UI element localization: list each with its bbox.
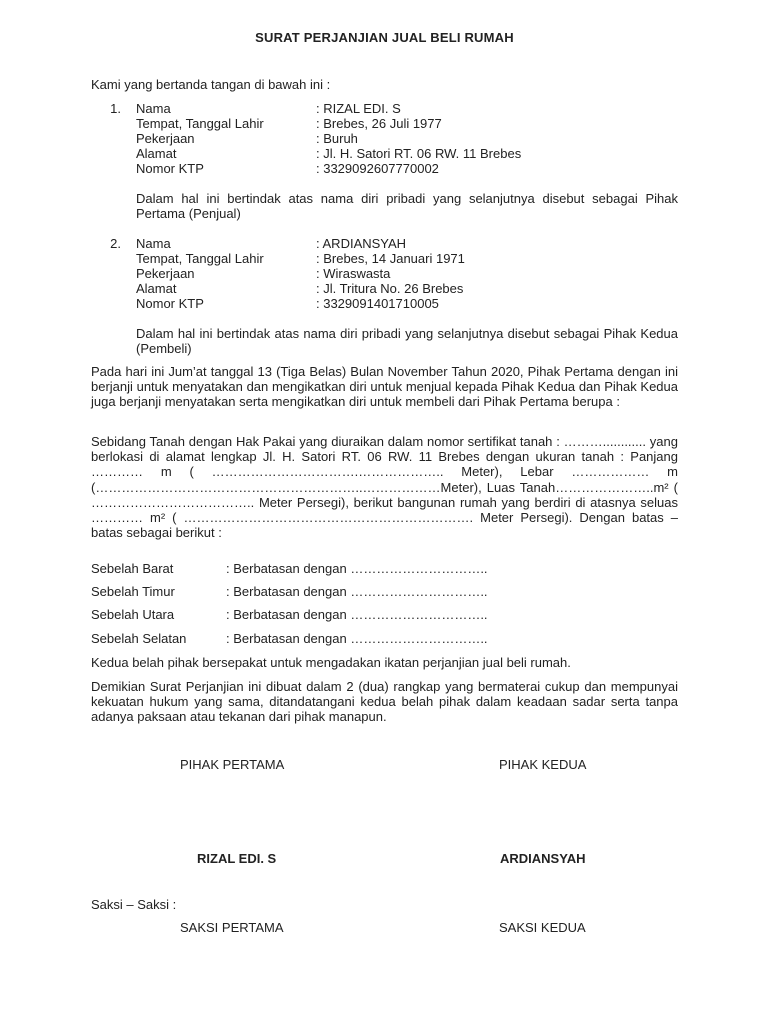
land-description-paragraph: Sebidang Tanah dengan Hak Pakai yang diuraikan dalam nomor sertifikat tanah : ………............ yang berlokasi di alamat lengkap Jl. H. Satori RT. 06 RW. 11 Brebes dengan ukuran tanah : Panjang ………… m ( …………………………….……………….. Meter), Lebar ……………… m (……………………………………………………..………………Meter), Luas Tanah…………………..m² ( ……………………………….. Meter Persegi), berikut bangunan rumah yang berdiri di atasnya seluas ………… m² ( …………………………………………………………. Meter Persegi). Dengan batas – batas sebagai berikut :	[91, 434, 678, 541]
boundary-west-text: : Berbatasan dengan …………………………..	[226, 561, 488, 576]
party-2-job-label: Pekerjaan	[136, 266, 195, 281]
party-1-ktp-value: : 3329092607770002	[316, 161, 439, 176]
first-witness-label: SAKSI PERTAMA	[180, 920, 284, 935]
boundary-south-text: : Berbatasan dengan …………………………..	[226, 631, 488, 646]
party-2-ktp-value: : 3329091401710005	[316, 296, 439, 311]
witness-heading: Saksi – Saksi :	[91, 897, 177, 912]
boundary-east-label: Sebelah Timur	[91, 584, 175, 599]
party-2-ktp-label: Nomor KTP	[136, 296, 204, 311]
party-2-name-value: : ARDIANSYAH	[316, 236, 407, 251]
party-1-number: 1.	[110, 101, 121, 116]
boundary-east-text: : Berbatasan dengan …………………………..	[226, 584, 488, 599]
party-1-address-value: : Jl. H. Satori RT. 06 RW. 11 Brebes	[316, 146, 522, 161]
intro-text: Kami yang bertanda tangan di bawah ini :	[91, 77, 331, 92]
second-party-label: PIHAK KEDUA	[499, 757, 587, 772]
consent-paragraph: Kedua belah pihak bersepakat untuk mengadakan ikatan perjanjian jual beli rumah.	[91, 655, 571, 670]
party-2-name-label: Nama	[136, 236, 171, 251]
party-1-name-value: : RIZAL EDI. S	[316, 101, 401, 116]
party-1-address-label: Alamat	[136, 146, 177, 161]
party-2-job-value: : Wiraswasta	[316, 266, 391, 281]
boundary-north-text: : Berbatasan dengan …………………………..	[226, 607, 488, 622]
party-2-address-value: : Jl. Tritura No. 26 Brebes	[316, 281, 464, 296]
first-party-name: RIZAL EDI. S	[197, 851, 277, 866]
party-1-birth-value: : Brebes, 26 Juli 1977	[316, 116, 442, 131]
boundary-west-label: Sebelah Barat	[91, 561, 174, 576]
document-title: SURAT PERJANJIAN JUAL BELI RUMAH	[255, 30, 514, 45]
party-1-name-label: Nama	[136, 101, 171, 116]
second-party-name: ARDIANSYAH	[500, 851, 586, 866]
party-1-job-label: Pekerjaan	[136, 131, 195, 146]
second-witness-label: SAKSI KEDUA	[499, 920, 586, 935]
closing-paragraph: Demikian Surat Perjanjian ini dibuat dalam 2 (dua) rangkap yang bermaterai cukup dan mempunyai kekuatan hukum yang sama, ditandatangani kedua belah pihak dalam keadaan sadar serta tanpa adanya paksaan atau tekanan dari pihak manapun.	[91, 679, 678, 725]
party-2-birth-label: Tempat, Tanggal Lahir	[136, 251, 264, 266]
party-1-job-value: : Buruh	[316, 131, 358, 146]
party-2-statement: Dalam hal ini bertindak atas nama diri pribadi yang selanjutnya disebut sebagai Pihak Kedua (Pembeli)	[136, 326, 678, 357]
agreement-paragraph: Pada hari ini Jum’at tanggal 13 (Tiga Belas) Bulan November Tahun 2020, Pihak Pertama dengan ini berjanji untuk menyatakan dan mengikatkan diri untuk menjual kepada Pihak Kedua dan Pihak Kedua juga berjanji menyatakan serta mengikatkan diri untuk membeli dari Pihak Pertama berupa :	[91, 364, 678, 410]
party-2-number: 2.	[110, 236, 121, 251]
party-2-birth-value: : Brebes, 14 Januari 1971	[316, 251, 465, 266]
party-1-birth-label: Tempat, Tanggal Lahir	[136, 116, 264, 131]
boundary-south-label: Sebelah Selatan	[91, 631, 187, 646]
boundary-north-label: Sebelah Utara	[91, 607, 175, 622]
first-party-label: PIHAK PERTAMA	[180, 757, 285, 772]
party-1-ktp-label: Nomor KTP	[136, 161, 204, 176]
party-2-address-label: Alamat	[136, 281, 177, 296]
party-1-statement: Dalam hal ini bertindak atas nama diri pribadi yang selanjutnya disebut sebagai Pihak Pertama (Penjual)	[136, 191, 678, 222]
